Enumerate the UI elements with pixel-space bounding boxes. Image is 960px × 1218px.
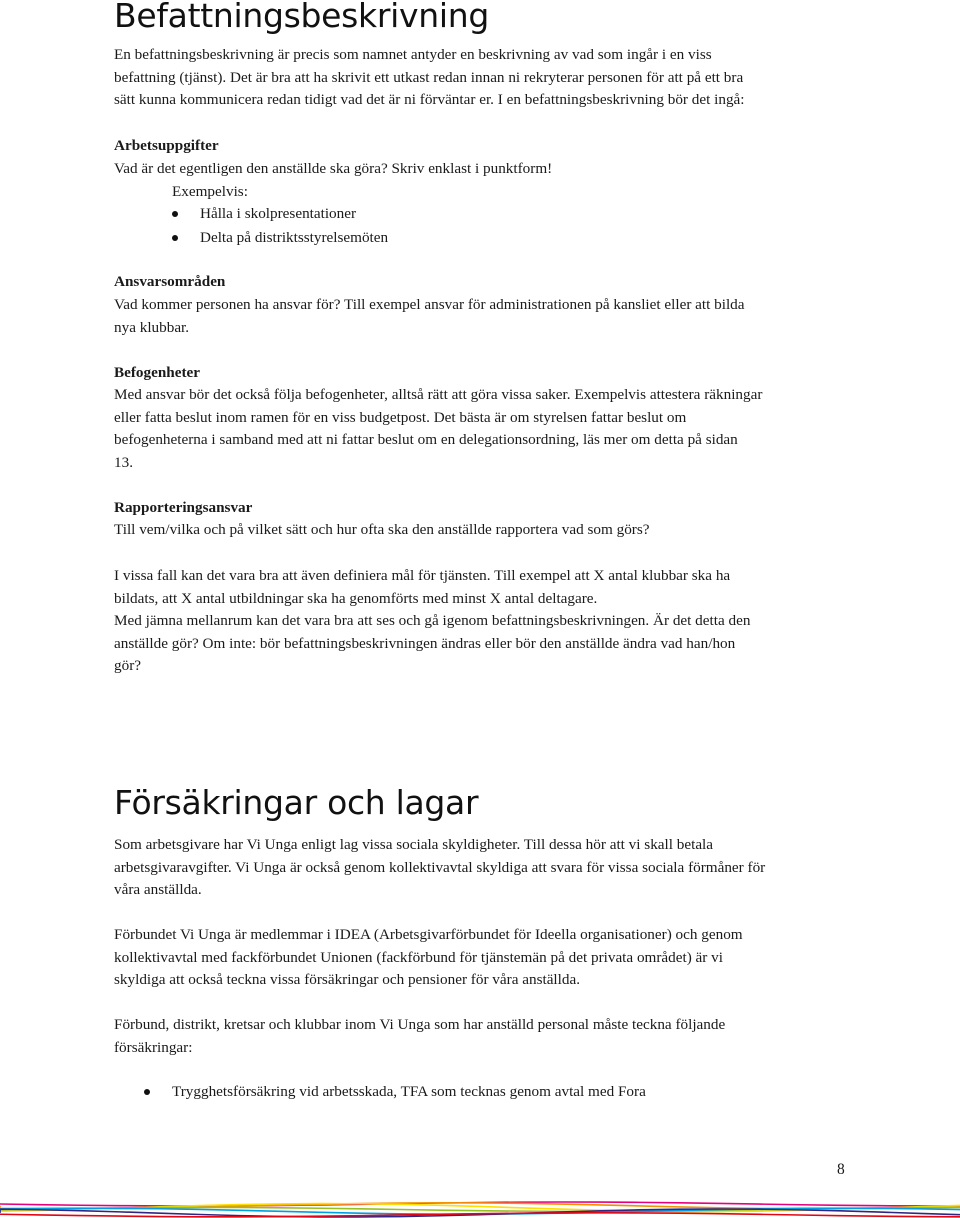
text-line: våra anställda. — [114, 881, 202, 899]
text-line: Med jämna mellanrum kan det vara bra att ses och gå igenom befattningsbeskrivningen. Är det detta den — [114, 612, 751, 630]
ansvar-paragraph — [114, 294, 854, 339]
bullet-icon — [144, 1089, 150, 1095]
text-line: gör? — [114, 657, 141, 675]
list-item-text: Hålla i skolpresentationer — [200, 205, 357, 222]
forsakringar-paragraph-3 — [114, 1014, 854, 1059]
list-item — [172, 202, 912, 226]
forsakringar-list — [144, 1080, 884, 1104]
arbetsuppgifter-text: Vad är det egentligen den anställde ska göra? Skriv enklast i punktform! — [114, 160, 553, 177]
text-line: Som arbetsgivare har Vi Unga enligt lag vissa sociala skyldigheter. Till dessa hör att vi skall betala — [114, 836, 714, 853]
bullet-icon — [172, 235, 178, 241]
heading-befogenheter: Befogenheter — [114, 364, 201, 381]
list-item — [144, 1080, 884, 1104]
text-line: 13. — [114, 453, 133, 471]
text-line: skyldiga att också teckna vissa försäkringar och pensioner för våra anställda. — [114, 971, 581, 989]
rapportering-text: Till vem/vilka och på vilket sätt och hur ofta ska den anställde rapportera vad som görs? — [114, 521, 650, 538]
closing-paragraph — [114, 565, 854, 678]
list-item — [172, 226, 912, 250]
page-number: 8 — [837, 1161, 845, 1178]
befogenheter-paragraph — [114, 384, 854, 474]
text-line: sätt kunna kommunicera redan tidigt vad det är ni förväntar er. I en befattningsbeskrivning bör det ingå: — [114, 91, 745, 109]
decorative-footer-lines — [0, 1200, 960, 1218]
text-line: I vissa fall kan det vara bra att även definiera mål för tjänsten. Till exempel att X antal klubbar ska ha — [114, 567, 731, 584]
forsakringar-paragraph-1 — [114, 834, 854, 902]
heading-rapporteringsansvar: Rapporteringsansvar — [114, 499, 253, 516]
text-line: Vad kommer personen ha ansvar för? Till exempel ansvar för administrationen på kansliet eller att bilda — [114, 296, 745, 313]
example-label: Exempelvis: — [172, 183, 248, 200]
text-line: Förbund, distrikt, kretsar och klubbar inom Vi Unga som har anställd personal måste teckna följande — [114, 1016, 726, 1033]
text-line: försäkringar: — [114, 1038, 193, 1056]
section-title-befattningsbeskrivning: Befattningsbeskrivning — [114, 0, 489, 35]
heading-ansvarsomraden: Ansvarsområden — [114, 273, 226, 290]
section-title-forsakringar: Försäkringar och lagar — [114, 783, 479, 822]
list-item-text: Trygghetsförsäkring vid arbetsskada, TFA som tecknas genom avtal med Fora — [172, 1083, 646, 1100]
text-line: Med ansvar bör det också följa befogenheter, alltså rätt att göra vissa saker. Exempelvis attestera räkningar — [114, 386, 763, 403]
text-line: nya klubbar. — [114, 318, 190, 336]
list-item-text: Delta på distriktsstyrelsemöten — [200, 229, 389, 246]
text-line: anställde gör? Om inte: bör befattningsbeskrivningen ändras eller bör den anställde ändra vad han/hon — [114, 634, 736, 652]
text-line: eller fatta beslut inom ramen för en viss budgetpost. Det bästa är om styrelsen fattar beslut om — [114, 408, 687, 426]
text-line: Förbundet Vi Unga är medlemmar i IDEA (Arbetsgivarförbundet för Ideella organisationer) och genom — [114, 926, 743, 943]
text-line: kollektivavtal med fackförbundet Unionen (fackförbund för tjänstemän på det privata området) är vi — [114, 948, 723, 966]
text-line: befogenheterna i samband med att ni fattar beslut om en delegationsordning, läs mer om detta på sidan — [114, 431, 738, 449]
text-line: bildats, att X antal utbildningar ska ha genomförts med minst X antal deltagare. — [114, 589, 598, 607]
bullet-icon — [172, 211, 178, 217]
heading-arbetsuppgifter: Arbetsuppgifter — [114, 137, 219, 154]
forsakringar-paragraph-2 — [114, 924, 854, 992]
text-line: arbetsgivaravgifter. Vi Unga är också genom kollektivavtal skyldiga att svara för vissa sociala förmåner för — [114, 858, 766, 876]
text-line: En befattningsbeskrivning är precis som namnet antyder en beskrivning av vad som ingår i en viss — [114, 46, 712, 63]
arbetsuppgifter-list — [172, 202, 912, 250]
intro-paragraph — [114, 44, 854, 112]
text-line: befattning (tjänst). Det är bra att ha skrivit ett utkast redan innan ni rekryterar personen för att på ett bra — [114, 68, 744, 86]
